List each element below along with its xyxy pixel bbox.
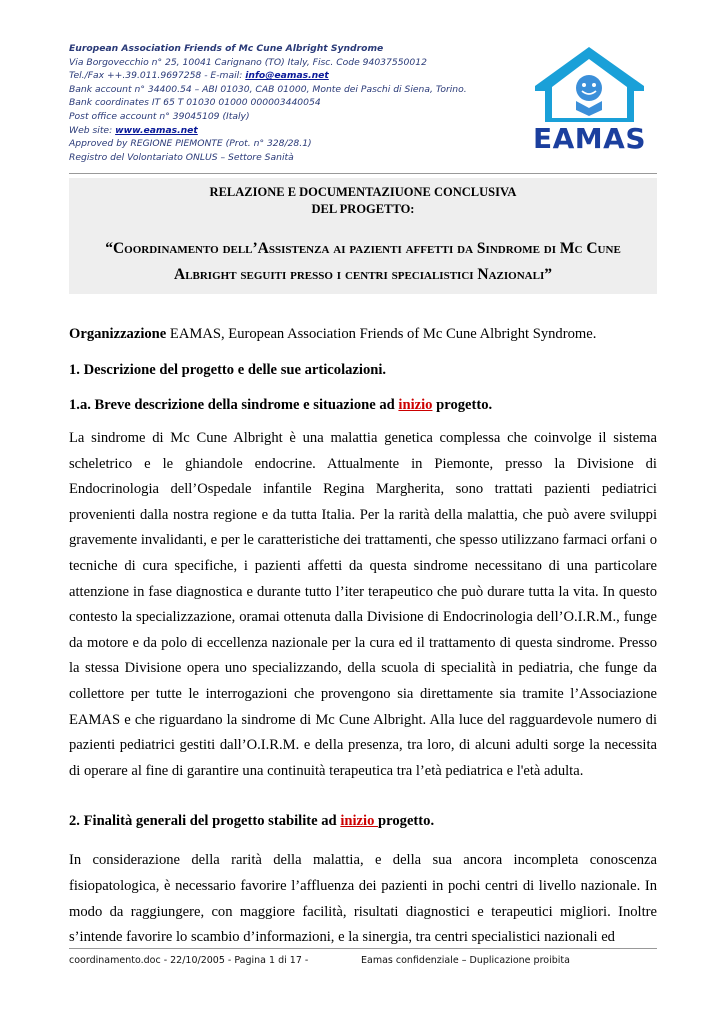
- letterhead-org: European Association Friends of Mc Cune Albright Syndrome: [69, 43, 384, 54]
- section2-heading-text: 2. Finalità generali del progetto stabilite ad: [69, 813, 341, 830]
- letterhead-telfax-label: Tel./Fax ++.39.011.9697258 - E-mail:: [69, 70, 246, 82]
- letterhead: [69, 42, 489, 164]
- eamas-logo: [532, 44, 647, 156]
- section1a-heading-end: progetto.: [432, 397, 493, 413]
- organization-label: Organizzazione: [69, 326, 167, 342]
- footer-doc-info: coordinamento.doc - 22/10/2005 - Pagina 1 di 17 -: [69, 955, 309, 966]
- section2-heading: [69, 809, 657, 834]
- letterhead-approved: Approved by REGIONE PIEMONTE (Prot. n° 328/28.1): [69, 138, 312, 150]
- report-title: [69, 184, 657, 218]
- section1a-heading-highlight: inizio: [398, 397, 433, 413]
- letterhead-address: Via Borgovecchio n° 25, 10041 Carignano (TO) Italy, Fisc. Code 94037550012: [69, 56, 427, 68]
- project-title: “Coordinamento dell’Assistenza ai pazienti affetti da Sindrome di Mc Cune Albright seguiti presso i centri specialistici Nazionali”: [105, 240, 621, 283]
- logo-text: EAMAS: [533, 122, 646, 155]
- footer-divider: [69, 948, 657, 949]
- website-link[interactable]: www.eamas.net: [115, 124, 198, 136]
- footer-confidential: Eamas confidenziale – Duplicazione proibita: [361, 955, 570, 966]
- section1a-heading-text: 1.a. Breve descrizione della sindrome e situazione ad: [69, 397, 399, 413]
- organization-value: EAMAS, European Association Friends of Mc Cune Albright Syndrome.: [166, 326, 597, 342]
- house-smiley-icon: [532, 44, 647, 124]
- section2-heading-end: progetto.: [378, 813, 435, 830]
- section2-paragraph: In considerazione della rarità della malattia, e della sua ancora incompleta conoscenza fisiopatologica, è necessario favorire l’affluenza dei pazienti in pochi centri di livello nazionale. In modo da raggiungere, con maggiore facilità, risultati diagnostici e terapeutici migliori. Inoltre s’intende favorire lo scambio d’informazioni, e la sinergia, tra centri specialistici nazionali ed: [69, 852, 657, 946]
- page-footer: [69, 955, 657, 966]
- letterhead-web: [69, 124, 489, 138]
- letterhead-post-office: Post office account n° 39045109 (Italy): [69, 110, 250, 122]
- report-title-line1: RELAZIONE E DOCUMENTAZIUONE CONCLUSIVA: [209, 185, 517, 199]
- document-body: [69, 322, 657, 951]
- section1-heading: 1. Descrizione del progetto e delle sue articolazioni.: [69, 362, 387, 378]
- section1a-heading: [69, 393, 657, 418]
- report-title-line2: DEL PROGETTO:: [311, 202, 415, 216]
- header-divider: [69, 173, 657, 174]
- letterhead-telfax: [69, 69, 489, 83]
- letterhead-bank-coords: Bank coordinates IT 65 T 01030 01000 000003440054: [69, 97, 321, 109]
- letterhead-registry: Registro del Volontariato ONLUS – Settore Sanità: [69, 151, 294, 163]
- title-box: [69, 178, 657, 294]
- organization-line: [69, 322, 657, 347]
- section1-paragraph: La sindrome di Mc Cune Albright è una malattia genetica complessa che coinvolge il sistema scheletrico e le ghiandole endocrine. Attualmente in Piemonte, presso la Divisione di Endocrinologia dell’Ospedale infantile Regina Margherita, sono trattati pazienti pediatrici provenienti dalla nostra regione e da tutta Italia. Per la rarità della malattia, che può avere sviluppi gravemente invalidanti, e per le caratteristiche dei trattamenti, che spesso utilizzano farmaci orfani o tecniche di cura specifiche, i pazienti affetti da questa sindrome necessitano di una particolare attenzione in fase diagnostica e durante tutto l’iter terapeutico che può durare tutta la vita. In questo contesto la specializzazione, oramai ottenuta dalla Divisione di Endocrinologia dell’O.I.R.M., funge da motore e da polo di eccellenza nazionale per la cura ed il trattamento di questa sindrome. Presso la stessa Divisione opera uno specializzando, della scuola di specialità in pediatria, che funge da collettore per tutte le interrogazioni che provengono sia direttamente sia tramite l’Associazione EAMAS e che riguardano la sindrome di Mc Cune Albright. Alla luce del ragguardevole numero di pazienti pediatrici gestiti dall’O.I.R.M. e della presenza, tra loro, di alcuni adulti sorge la necessita di operare al fine di garantire una continuità terapeutica tra l’età pediatrica e l'età adulta.: [69, 430, 657, 779]
- email-link[interactable]: info@eamas.net: [245, 70, 329, 82]
- letterhead-bank: Bank account n° 34400.54 – ABI 01030, CAB 01000, Monte dei Paschi di Siena, Torino.: [69, 83, 467, 95]
- letterhead-web-label: Web site:: [69, 124, 116, 136]
- section2-heading-highlight: inizio: [340, 813, 379, 830]
